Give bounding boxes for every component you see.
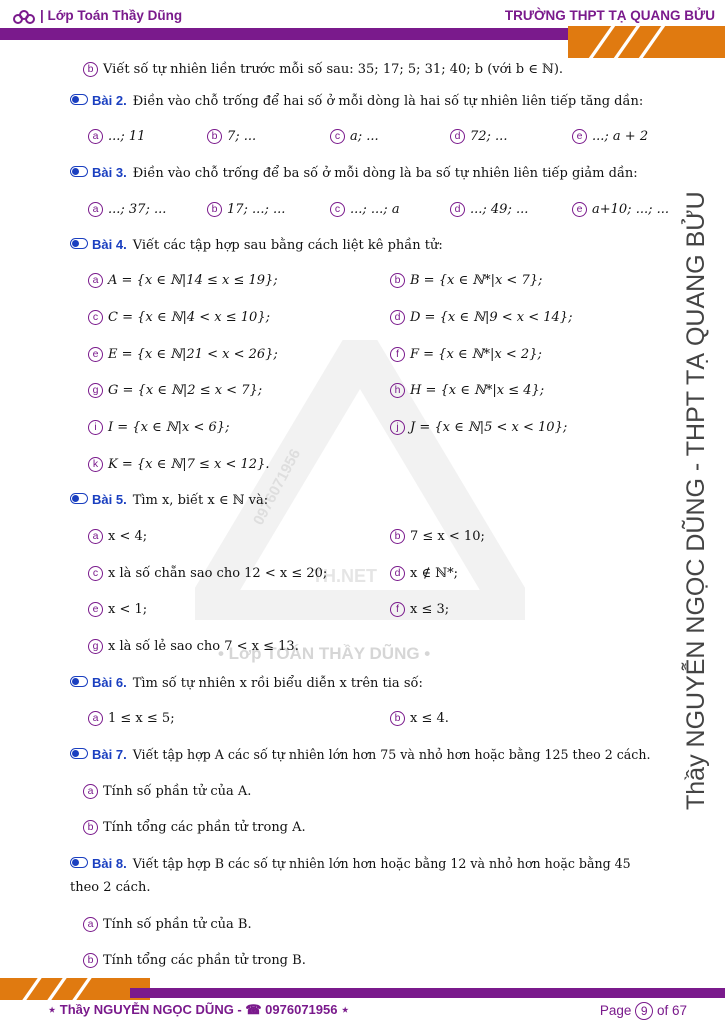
exercise-text: Điền vào chỗ trống để ba số ở mỗi dòng là ba số tự nhiên liên tiếp giảm dần: [132,166,638,181]
option-text: C = {x ∈ ℕ|4 < x ≤ 10}; [108,310,270,325]
option-marker: h [390,383,405,398]
option-text: I = {x ∈ ℕ|x < 6}; [108,420,230,435]
header-left-text: Lớp Toán Thầy Dũng [47,8,183,23]
bai5-option-b [390,529,485,544]
bai5-option-e [88,602,147,617]
option-text: x ≤ 3; [410,602,450,617]
exercise-label: Bài 4. [92,237,127,252]
bai2-option-a [88,129,145,144]
option-text: 17; ...; ... [227,202,286,217]
option-text: x ≤ 4. [410,711,449,726]
exercise-label: Bài 6. [92,675,127,690]
option-marker: d [390,566,405,581]
option-marker: f [390,347,405,362]
option-text: 7; ... [227,129,257,144]
option-marker: e [88,602,103,617]
bai4-option-h [390,383,544,398]
option-marker: c [88,310,103,325]
exercise-label: Bài 8. [92,856,127,871]
side-author-text: Thầy NGUYỄN NGỌC DŨNG - THPT TẠ QUANG BỬU [682,191,710,810]
option-text: Tính số phần tử của B. [103,917,252,932]
option-text: a+10; ...; ... [592,202,670,217]
option-text: K = {x ∈ ℕ|7 ≤ x < 12}. [108,457,270,472]
option-marker: d [450,202,465,217]
watermark-site: TH.NET [312,566,377,586]
option-marker: d [390,310,405,325]
bai4-option-j [390,420,567,435]
option-text: ...; 49; ... [470,202,529,217]
footer-author: ⋆ Thầy NGUYỄN NGỌC DŨNG - ☎ 0976071956 ⋆ [48,1002,350,1017]
bai4-option-i [88,420,229,435]
option-marker: b [83,953,98,968]
option-marker: e [572,129,587,144]
option-text: x ∉ ℕ*; [410,566,458,581]
exercise-4 [70,237,443,253]
option-marker: c [88,566,103,581]
option-text: ...; a + 2 [592,129,649,144]
bai3-option-c [330,202,400,217]
option-text: J = {x ∈ ℕ|5 < x < 10}; [410,420,568,435]
bullet-icon [70,166,88,177]
exercise-text: Tìm số tự nhiên x rồi biểu diễn x trên tia số: [132,676,423,691]
bullet-icon [70,857,88,868]
footer-bar [130,988,725,998]
bai5-option-d [390,566,458,581]
bullet-icon [70,748,88,759]
option-text: 72; ... [470,129,508,144]
option-marker: c [330,129,345,144]
option-marker: a [88,529,103,544]
bai2-option-c [330,129,379,144]
watermark-brand: • Lớp TOÁN THẦY DŨNG • [218,644,431,663]
option-text: ...; 11 [108,129,146,144]
option-marker: i [88,420,103,435]
bai4-option-b [390,273,542,288]
option-marker: d [450,129,465,144]
option-marker: a [88,202,103,217]
exercise-text: Viết tập hợp B các số tự nhiên lớn hơn hoặc bằng 12 và nhỏ hơn hoặc bằng 45 [132,856,631,871]
bai4-option-a [88,273,278,288]
option-marker: e [88,347,103,362]
bai4-option-c [88,310,270,325]
option-marker: j [390,420,405,435]
exercise-label: Bài 2. [92,93,127,108]
bai3-option-d [450,202,528,217]
bai4-option-k [88,457,269,472]
page-total: of 67 [656,1003,687,1018]
exercise-5 [70,492,268,508]
option-marker: b [390,711,405,726]
bai2-option-b [207,129,256,144]
page-number: 9 [635,1002,653,1020]
bai4-option-e [88,347,278,362]
option-text: G = {x ∈ ℕ|2 ≤ x < 7}; [108,383,263,398]
exercise-label: Bài 3. [92,165,127,180]
option-text: x là số lẻ sao cho 7 < x ≤ 13. [108,639,299,654]
option-marker: g [88,639,103,654]
bai7-option-b [83,820,306,835]
bai4-option-d [390,310,572,325]
option-marker: b [390,529,405,544]
bai2-option-e [572,129,648,144]
option-marker: g [88,383,103,398]
exercise-2 [70,93,643,109]
bai5-option-c [88,566,327,581]
bai7-option-a [83,784,251,799]
header-right: TRƯỜNG THPT TẠ QUANG BỬU [504,8,715,23]
option-marker: c [330,202,345,217]
option-marker: b [83,820,98,835]
option-text: x là số chẵn sao cho 12 < x ≤ 20; [108,566,328,581]
exercise-text: Viết các tập hợp sau bằng cách liệt kê phần tử: [132,238,443,253]
bai6-option-b [390,711,449,726]
bai3-option-b [207,202,285,217]
bai3-option-a [88,202,166,217]
bai2-option-d [450,129,507,144]
option-text: A = {x ∈ ℕ|14 ≤ x ≤ 19}; [108,273,278,288]
option-text: F = {x ∈ ℕ*|x < 2}; [410,347,542,362]
bullet-icon [70,94,88,105]
option-text: ...; ...; a [350,202,400,217]
option-text: H = {x ∈ ℕ*|x ≤ 4}; [410,383,545,398]
option-text: x < 4; [108,529,148,544]
bai8-option-a [83,917,252,932]
bai6-option-a [88,711,175,726]
option-marker: b [83,62,98,77]
exercise-label: Bài 7. [92,747,127,762]
option-marker: f [390,602,405,617]
option-text: Tính số phần tử của A. [103,784,252,799]
bullet-icon [70,238,88,249]
bai5-option-g [88,639,299,654]
exercise-3 [70,165,638,181]
footer-page [600,1002,687,1020]
bullet-icon [70,493,88,504]
option-text: B = {x ∈ ℕ*|x < 7}; [410,273,543,288]
bai3-option-e [572,202,669,217]
exercise-8 [70,856,631,872]
option-text: 1 ≤ x ≤ 5; [108,711,175,726]
exercise-8-continuation: theo 2 cách. [70,880,151,895]
option-marker: a [83,784,98,799]
option-text: Tính tổng các phần tử trong A. [103,820,306,835]
exercise-label: Bài 5. [92,492,127,507]
bai5-option-a [88,529,147,544]
option-text: E = {x ∈ ℕ|21 < x < 26}; [108,347,278,362]
bai5-option-f [390,602,449,617]
option-text: ...; 37; ... [108,202,167,217]
exercise-text: Tìm x, biết x ∈ ℕ và: [132,493,269,508]
option-text: a; ... [350,129,379,144]
page-prefix: Page [599,1003,632,1018]
exercise-text: Điền vào chỗ trống để hai số ở mỗi dòng là hai số tự nhiên liên tiếp tăng dần: [132,94,644,109]
bai1-option-b [83,62,563,77]
exercise-6 [70,675,423,691]
exercise-7 [70,747,650,763]
option-marker: a [88,711,103,726]
option-marker: e [572,202,587,217]
option-marker: b [390,273,405,288]
option-text: D = {x ∈ ℕ|9 < x < 14}; [410,310,573,325]
bai8-option-b [83,953,306,968]
bai4-option-f [390,347,542,362]
exercise-text: Viết tập hợp A các số tự nhiên lớn hơn 75 và nhỏ hơn hoặc bằng 125 theo 2 cách. [132,747,651,762]
header-logo-icon [12,9,36,23]
option-text: Tính tổng các phần tử trong B. [103,953,306,968]
option-marker: a [83,917,98,932]
option-marker: a [88,273,103,288]
option-text: Viết số tự nhiên liền trước mỗi số sau: 35; 17; 5; 31; 40; b (với b ∈ ℕ). [103,62,564,77]
option-text: x < 1; [108,602,148,617]
header-left: | Lớp Toán Thầy Dũng [40,8,183,23]
option-marker: b [207,129,222,144]
option-marker: k [88,457,103,472]
header-bar [0,28,600,40]
option-marker: a [88,129,103,144]
option-text: 7 ≤ x < 10; [410,529,485,544]
watermark-phone: 0976071956 [250,446,305,528]
bullet-icon [70,676,88,687]
option-marker: b [207,202,222,217]
bai4-option-g [88,383,262,398]
